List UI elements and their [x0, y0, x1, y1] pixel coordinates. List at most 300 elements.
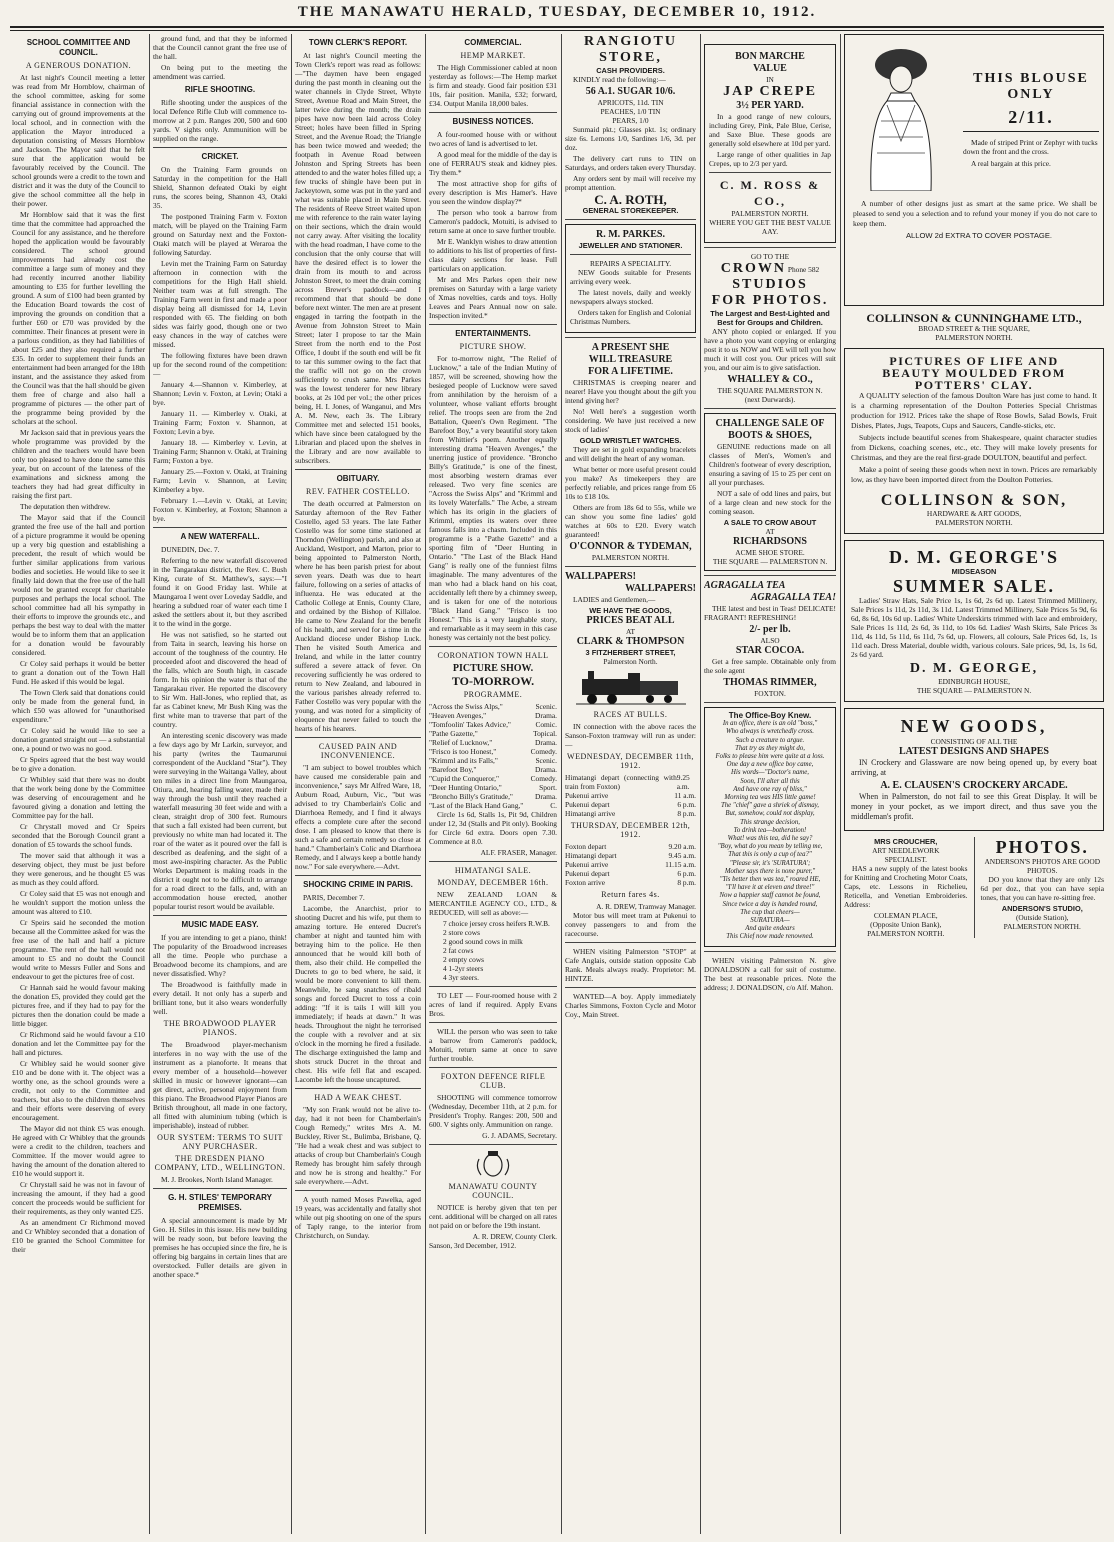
article-paragraph: Cr Speirs said he seconded the motion because all the Committee asked for was the free use of the hall and half a picture programme. The rent of the hall would not amount to £5 and no doubt the Council would write to Messrs Fuller and Sons and endeavour to get the pictures free of cost.: [12, 918, 145, 981]
headline-business: BUSINESS NOTICES.: [452, 117, 534, 126]
ad-subtitle: The Largest and Best-Lighted and Best for Groups and Children.: [710, 309, 830, 327]
ad-text: AT: [625, 627, 636, 636]
timetable-stop: Pukenui arrive: [565, 860, 609, 869]
poem-line: Now a happier staff cannot be found,: [719, 892, 821, 900]
article-paragraph: The most attractive shop for gifts of every description is Mrs Hamer's. Have you seen the window display?*: [429, 179, 557, 206]
ad-agragalla-tea: [704, 580, 836, 698]
poem-line: His words—"Doctor's name,: [731, 769, 809, 777]
ad-place: PALMERSTON NORTH.: [591, 553, 670, 562]
ad-name: O'CONNOR & TYDEMAN,: [569, 541, 692, 552]
races-thursday: THURSDAY, DECEMBER 12th, 1912.: [570, 821, 691, 839]
ad-name: C. M. ROSS & CO.,: [719, 178, 821, 208]
sale-item: 2 fat cows: [443, 946, 474, 955]
poem-line: "I'll have it at eleven and three!": [725, 884, 815, 892]
ad-price: 3½ PER YARD.: [736, 100, 804, 111]
article-body: [153, 165, 287, 523]
poem-line: This Chief now made renowned.: [726, 933, 814, 941]
timetable-thursday: [565, 842, 696, 887]
ad-dm-george: [844, 540, 1104, 702]
ad-name: THOMAS RIMMER,: [723, 677, 817, 688]
article-text: WILL the person who was seen to take a barrow from Cameron's paddock, Motuiti, return same at once to save further trouble.: [429, 1027, 557, 1063]
divider: [153, 527, 287, 528]
article-paragraph: Cr Hannah said he would favour making the donation £5, provided they could get the pictures free, and if they had to pay for the pictures then the donation could be made a little bigger.: [12, 983, 145, 1028]
article-paragraph: The Town Clerk said that donations could only be made from the general fund, in which £50 was allowed for "unauthorised expenditure.": [12, 688, 145, 724]
ad-title: AGRAGALLA TEA: [704, 580, 786, 591]
sale-items: [429, 919, 557, 982]
divider: [295, 469, 421, 470]
ad-name: ANDERSON'S STUDIO,: [1001, 904, 1083, 913]
manager-name: ALF. FRASER, Manager.: [480, 848, 557, 857]
ad-name: COLLINSON & CUNNINGHAME LTD.,: [866, 311, 1082, 325]
article-paragraph: The Mayor did not think £5 was enough. He agreed with Cr Whibley that the grounds were a credit to the children, teachers and Committee. If the mover would agree to having the amount of the donation altered to £10 he would support it.: [12, 1124, 145, 1178]
article-paragraph: Mr and Mrs Parkes open their new premises on Saturday with a large variety of Xmas novelties, cards and toys. Holly Leaves and Pears Annual now on sale. Inspection invited.*: [429, 275, 557, 320]
programme-row: [429, 756, 557, 765]
timetable-stop: Pukenui arrive: [565, 791, 609, 800]
divider: [429, 1067, 557, 1068]
headline-cricket: CRICKET.: [201, 152, 239, 161]
divider: [429, 861, 557, 862]
timetable-row: [565, 851, 696, 860]
ad-doulton: [844, 348, 1104, 534]
ad-item: APRICOTS, 11d. TIN: [597, 98, 664, 107]
article-paragraph: The Broadwood is faithfully made in every detail. It not only has a superb and brilliant tone, but it also wears wonderfully well.: [153, 980, 287, 1016]
timetable-time: 9.45 a.m.: [668, 851, 696, 860]
ad-text: Made of striped Print or Zephyr with tucks down the front and the cross.: [963, 138, 1098, 156]
divider: [153, 915, 287, 916]
article-paragraph: Mr E. Wanklyn wishes to draw attention to additions to his list of properties of first-class dairy sections for lease. Full particulars on application.: [429, 237, 557, 273]
ad-text: WHEN visiting Palmerston "STOP" at Cafe Anglais, outside station opposite Cab Rank. Meals always ready. Proprietor: M. HINTZE.: [565, 947, 696, 983]
programme-genre: Scenic.: [535, 702, 557, 711]
poem-line: The "chief" gave a shriek of dismay,: [720, 802, 819, 810]
divider: [704, 408, 836, 409]
ad-text: Orders taken for English and Colonial Christmas Numbers.: [570, 308, 691, 326]
article-paragraph: Levin met the Training Farm on Saturday afternoon in connection with the competitions for the High Hall shield. Neither team was at full strength. The Training Farm went in first and made a poor display being all dismissed for 14, Levin responded with 65. The fielding on both sides was fairly good, though one or two easy chances in the way of catches were missed.: [153, 259, 287, 349]
ad-title: GO TO THE: [750, 252, 790, 261]
headline-stiles: G. H. STILES' TEMPORARY PREMISES.: [168, 1193, 272, 1212]
ad-richardsons: [704, 413, 836, 571]
subhead-costello: REV. FATHER COSTELLO.: [306, 487, 410, 496]
divider: [295, 1190, 421, 1191]
divider: [565, 566, 696, 567]
headline-music: MUSIC MADE EASY.: [181, 920, 259, 929]
article-body: [295, 51, 421, 465]
headline-waterfall: A NEW WATERFALL.: [180, 532, 260, 541]
poem-line: Since twice a day is handed round,: [722, 900, 818, 908]
article-paragraph: The following fixtures have been drawn up for the second round of the competition:—: [153, 351, 287, 378]
divider: [153, 1188, 287, 1189]
ad-title: AGRAGALLA TEA!: [750, 592, 836, 603]
divider: [565, 337, 696, 338]
county-clerk: A. R. DREW, County Clerk.: [472, 1232, 557, 1241]
subhead-system: OUR SYSTEM: TERMS TO SUIT ANY PURCHASER.: [157, 1133, 283, 1151]
programme-title: "Broncho Billy's Gratitude,": [429, 792, 513, 801]
timetable-row: [565, 842, 696, 851]
ad-title: SUMMER SALE.: [892, 576, 1055, 596]
timetable-row: [565, 800, 696, 809]
poem-line: Folks to please him were quite at a loss.: [715, 753, 825, 761]
article-body: [153, 933, 287, 1016]
ad-text: When in Palmerston, do not fail to see this Great Display. It will be money in your pocket, as we import direct, and thus save you the middleman's profit.: [851, 792, 1097, 821]
ad-text: IN Crockery and Glassware are now being opened up, by every boat arriving, at: [851, 758, 1097, 777]
poem-line: That try as they might do,: [735, 744, 805, 752]
divider: [429, 112, 557, 113]
article-paragraph: Referring to the new waterfall discovered in the Tangarakau district, the Rev. C. Bush King, curate of St. Matthew's, says:—"I found it on Good Friday last. While at Maungaroa I went over Loveday Saddle, and hearing a subdued roar of water each time I asked the settlers about it, but they ascribed it to the wind in the gorge.: [153, 556, 287, 628]
bottom-ads: [844, 837, 1104, 938]
ad-subtitle: REPAIRS A SPECIALITY.: [589, 259, 672, 268]
programme-title: "Deer Hunting Ontario,": [429, 783, 502, 792]
ad-place: PALMERSTON NORTH.: [935, 333, 1013, 342]
article-text: Circle 1s 6d, Stalls 1s, Pit 9d, Children under 12, 3d (Stalls and Pit only). Booking for Circle 6d extra. Doors open 7.30. Commence at 8.0.: [429, 810, 557, 846]
article-paragraph: Cr Coley said he would like to see a donation granted straight out — a substantial one, a pound or two was no good.: [12, 726, 145, 753]
ad-text: Any orders sent by mail will receive my prompt attention.: [565, 174, 696, 192]
headline-chest: HAD A WEAK CHEST.: [314, 1093, 402, 1102]
ad-subtitle: LATEST DESIGNS AND SHAPES: [899, 746, 1049, 757]
column-2: [153, 34, 287, 1534]
ad-title: JAP CREPE: [723, 84, 817, 99]
programme-genre: Topical.: [533, 729, 557, 738]
ad-bon-marche: [704, 44, 836, 243]
programme-row: [429, 774, 557, 783]
blouse-heading: [963, 71, 1099, 168]
masthead-rule-thin: [10, 30, 1104, 31]
article-text: M. J. Brookes, North Island Manager.: [161, 1175, 273, 1184]
ad-subtitle: ART NEEDLEWORK: [872, 846, 940, 855]
article-paragraph: January 25.—Foxton v. Otaki, at Training Farm; Levin v. Shannon, at Levin; Kimberley a bye.: [153, 467, 287, 494]
programme-genre: Drama.: [535, 765, 557, 774]
ad-text: The delivery cart runs to TIN on Saturdays, and orders taken every Thursday.: [565, 154, 696, 172]
article-paragraph: If you are intending to get a piano, think! The popularity of the Broadwood increases all the time. People who purchase a Broadwood become its champions, and are never dissatisfied. Why?: [153, 933, 287, 978]
ad-text: A QUALITY selection of the famous Doulton Ware has just come to hand. It is a charming representation of the Doulton Potteries Special Christmas production for 1912. Prices take the shape of Rose Bowls, Salad Bowls, Fruit Dishes, Plates, Jugs, Teapots, Cups and Saucers, Candle-sticks, etc.: [851, 391, 1097, 430]
ad-rangiotu: [565, 34, 696, 215]
article-paragraph: February 1.—Levin v. Otaki, at Levin; Foxton v. Kimberley, at Foxton; Shannon a bye.: [153, 496, 287, 523]
sale-item: 4 3yr steers.: [443, 973, 479, 982]
ad-anderson: [974, 837, 1105, 938]
article-text: On being put to the meeting the amendment was carried.: [153, 63, 287, 81]
poem-line: "Please sir, it's 'SURATURA';: [729, 859, 811, 867]
subhead-dresden: THE DRESDEN PIANO COMPANY, LTD., WELLINGTON.: [154, 1154, 286, 1172]
ad-title: VALUE: [753, 63, 787, 74]
programme-genre: Drama.: [535, 792, 557, 801]
timetable-stop: Himatangi depart (connecting with train from Foxton): [565, 773, 677, 791]
article-paragraph: January 11. — Kimberley v. Otaki, at Training Farm; Foxton v. Shannon, at Foxton; Levin a bye.: [153, 409, 287, 436]
poem-line: And quite endears: [745, 925, 795, 933]
column-rule: [700, 34, 701, 1534]
ad-place: FOXTON.: [754, 689, 786, 698]
timetable-row: [565, 791, 696, 800]
programme-row: [429, 783, 557, 792]
programme-title: "Across the Swiss Alps,": [429, 702, 503, 711]
ad-title: FOR A LIFETIME.: [588, 366, 673, 377]
ad-subtitle: HARDWARE & ART GOODS,: [926, 509, 1022, 518]
ad-text: Ladies' Straw Hats, Sale Price 1s, 1s 6d, 2s 6d up. Latest Trimmed Millinery, Sale Prices 1s 11d, 2s 11d, 3s 11d. Latest Trimmed Millinery, Sale Prices 5s 9d, 6s 6d, 8s 6d, 10s 6d up. Ladies' White Underskirts trimmed with lace and embroidery, Sale Prices 1s 11d, 2s 6d, 3s 11d, to 10s 6d. Ladies' Wash Skirts, Sale Prices 3s 11d, 4s 11d, 5s 11d, 6s 11d, 7s 6d, up. Flowers, all colours, Sale Prices 6d, 1s, 1s 11d each. Dress Material, double width, various colours. Sale prices, 9d, 1s, 1s 6d, 2s 6d yard.: [851, 596, 1097, 659]
ad-name: RICHARDSONS: [733, 536, 807, 547]
ad-text: ANY photo copied or enlarged. If you have a photo you want copying or enlarging post it to us NOW and WE will tell you how much it will cost you. Our prices will suit you, and our aim is to give satisfaction.: [704, 327, 836, 372]
ad-wallpapers: [565, 571, 696, 666]
ad-price: 56 A.1. SUGAR 10/6.: [585, 86, 676, 97]
ad-place: THE SQUARE — PALMERSTON N.: [712, 557, 828, 566]
article-paragraph: An interesting scenic discovery was made a few days ago by Mr Larkin, surveyor, and his party (writes the Taumarunui correspondent of the Auckland "Star"). They were surveying in the Waitanga Valley, about ten miles in a direct line from Maungaroa, Otiura, and, hearing falling water, made their way through the bush until they reached a waterfall measuring 30 feet wide and with a clean, straight drop of 300 feet. Rumours that such a fall existed had been current, but previously no white man had located it. The roar of the water as it poured over the fall is described as deafening, and the sight of a most awe-inspiring character. As the Public Works Department is making roads in the district it ought not to be difficult to arrange for a road direct to the falls, and, with an accommodation house erected, another popular tourist resort would be available.: [153, 731, 287, 911]
timetable-row: [565, 869, 696, 878]
divider: [295, 1088, 421, 1089]
article-body: [429, 130, 557, 320]
ad-text: CHRISTMAS is creeping nearer and nearer! Have you thought about the gift you intend giving her?: [565, 378, 696, 405]
ad-title: WALLPAPERS!: [625, 583, 696, 594]
ad-text: HAS a new supply of the latest books for Knitting and Crocheting Motor Coats, Caps, etc. Lessons in Richelieu, Reticella, and Venetian Embroideries. Address:: [844, 864, 968, 909]
ad-address: EDINBURGH HOUSE,: [938, 677, 1010, 686]
dateline: Sanson, 3rd December, 1912.: [429, 1241, 517, 1250]
article-body: [295, 893, 421, 1084]
subhead-picture-show: PICTURE SHOW.: [459, 342, 527, 351]
coronation-tomorrow: TO-MORROW.: [451, 674, 535, 688]
poem-line: Who always is wretchedly cross.: [725, 728, 815, 736]
ad-name: CLARK & THOMPSON: [576, 636, 685, 647]
races-fares: Return fares 4s.: [601, 890, 660, 899]
column-rule: [291, 34, 292, 1534]
ad-address: (Outside Station),: [1015, 913, 1069, 922]
article-paragraph: Mr Hornblow said that it was the first time that the committee had approached the Council for any assistance, and he therefore hoped the application would be favourably considered. The school ground improvements had already cost the committee a large sum of money and they had recently incurred another liability amounting to £35 for further levelling the ground. A sum of £100 had been granted by the Education Board towards the cost of improving the grounds on condition that a further £60 or £70 was provided by the committee. Their finances at present were in a parlous condition, as they had liabilities of about £25 and they also required a further £35. In order to supplement their funds an entertainment had been arranged for the 18th instant, and the assistance they asked from the Council was that the hall should be given them free of charge and also hall a programme of pictures — the other part of the programme being provided by the scholars at the school.: [12, 210, 145, 426]
headline-defence: FOXTON DEFENCE RIFLE CLUB.: [440, 1072, 546, 1090]
article-text: The High Commissioner cabled at noon yesterday as follows:—The Hemp market is firm and steady. Good fair position £31 10s, fair position. Manila, £32; forward, £34. Output Manila 18,000 bales.: [429, 63, 557, 108]
poem-lines: [709, 720, 831, 941]
divider: [429, 324, 557, 325]
ad-phone: Phone 582: [787, 265, 820, 274]
ad-text: Motor bus will meet tram at Pukenui to convey passengers to and from the racecourse.: [565, 911, 696, 938]
secretary-name: G. J. ADAMS, Secretary.: [482, 1131, 557, 1140]
article-text: TO LET — Four-roomed house with 2 acres of land if required. Apply Evans Bros.: [429, 991, 557, 1018]
divider: [570, 254, 691, 255]
article-paragraph: Cr Chrystall moved and Cr Speirs seconded that the Borough Council grant a donation of £5 towards the school funds.: [12, 822, 145, 849]
sale-item: 7 choice jersey cross heifers R.W.B.: [443, 919, 550, 928]
divider: [704, 247, 836, 248]
ad-subtitle: SPECIALIST.: [884, 855, 927, 864]
ad-blouse: [844, 34, 1104, 306]
ad-address: (Opposite Union Bank),: [870, 920, 942, 929]
divider: [709, 172, 831, 173]
programme-title: "Barefoot Boy,": [429, 765, 477, 774]
programme-genre: Comic.: [535, 720, 557, 729]
article-text: SHOOTING will commence tomorrow (Wednesday, December 11th, at 2 p.m. for President's Trophy. Ranges: 200, 500 and 600. V sights only. Ammunition on range.: [429, 1093, 557, 1129]
timetable-stop: Himatangi arrive: [565, 809, 616, 818]
ad-place: PALMERSTON NORTH.: [867, 929, 945, 938]
timetable-row: [565, 860, 696, 869]
article-text: A special announcement is made by Mr Geo. H. Stiles in this issue. His new building will be ready soon, but before leaving the premises he has occupied since the fire, he is offering big bargains in certain lines that are overstocked. Fuller details are given in another space.*: [153, 1216, 287, 1279]
ad-title: FOR PHOTOS.: [711, 293, 829, 308]
ad-place: PALMERSTON NORTH.: [1003, 922, 1081, 931]
ad-text: ALLOW 2d EXTRA TO COVER POSTAGE.: [905, 231, 1052, 240]
programme-genre: Scenic.: [535, 756, 557, 765]
ad-title: RANGIOTU: [583, 34, 677, 49]
ad-title: THIS BLOUSE: [973, 71, 1089, 86]
programme-row: [429, 792, 557, 801]
ad-title: A PRESENT SHE: [591, 342, 670, 353]
article-text: ground fund, and that they be informed that the Council cannot grant the free use of the hall.: [153, 34, 287, 61]
ad-croucher: [844, 837, 968, 938]
column-6: [704, 34, 836, 1534]
ad-title: MRS CROUCHER,: [874, 837, 938, 846]
ad-text: What better or more useful present could you make? As timekeepers they are perfectly reliable, and prices range from £6 10s to £18 10s.: [565, 465, 696, 501]
sale-item: 2 store cows: [443, 928, 480, 937]
ad-text: WANTED—A boy. Apply immediately Charles Simmons, Foxton Cycle and Motor Coy., Main Street.: [565, 992, 696, 1019]
ad-place: THE SQUARE — PALMERSTON N.: [916, 686, 1032, 695]
article-paragraph: January 4.—Shannon v. Kimberley, at Shannon; Levin v. Foxton, at Levin; Otaki a bye.: [153, 380, 287, 407]
ad-title: PICTURES OF LIFE AND: [889, 354, 1059, 368]
ad-title: ONLY: [1007, 87, 1055, 102]
article-paragraph: A good meal for the middle of the day is one of FERRAU'S steak and kidney pies. Try them.*: [429, 150, 557, 177]
programme-title: "Pathe Gazette,": [429, 729, 478, 738]
headline-pain: CAUSED PAIN AND INCONVENIENCE.: [318, 742, 398, 760]
article-paragraph: At last night's Council meeting a letter was read from Mr Hornblow, chairman of the school committee, asking for some financial assistance in connection with the carrying out of ground improvements at the local school, and in connection with the application the Mayor introduced a deputation consisting of Messrs Hornblow and Jackson. The Mayor said that he felt sure that the application would be favourably received by the Council. The school grounds were a credit to the town and district and it was the duty of the Council to give the school committee all the help in their power.: [12, 73, 145, 208]
ad-text: IN connection with the above races the Sanson-Foxton tramway will run as under:—: [565, 722, 696, 749]
ad-collinson-cunninghame: [844, 312, 1104, 342]
ad-title: STAR COCOA.: [735, 645, 805, 656]
coat-of-arms-icon: [473, 1149, 513, 1179]
ad-name: D. M. GEORGE,: [909, 661, 1039, 676]
programme-title: "Krimml and its Falls,": [429, 756, 498, 765]
divider: [429, 1144, 557, 1145]
ad-title: IN: [766, 75, 774, 84]
article-paragraph: The person who took a barrow from Cameron's paddock, Motuiti, is advised to return same at once to save further trouble.: [429, 208, 557, 235]
headline-town-clerk: TOWN CLERK'S REPORT.: [308, 38, 408, 47]
ad-subtitle: ACME SHOE STORE.: [735, 548, 805, 557]
article-text: "I am subject to bowel troubles which have caused me considerable pain and inconvenience," says Mr Alfred Ware, 18, Auburn Road, Auburn, Vic., "but was advised to try Chamberlain's Colic and Diarrhoea Remedy, and I find it always effects a complete cure after the second dose. I am pleased to know that there is such a safe and certain remedy so close at hand." Chamberlain's Colic and Diarrhoea Remedy, and I always keep a bottle handy now." For sale everywhere.—Advt.: [295, 763, 421, 871]
poem-line: Mother says there is none purer,": [724, 867, 816, 875]
article-paragraph: Cr Speirs agreed that the best way would be to give a donation.: [12, 755, 145, 773]
article-paragraph: On the Training Farm grounds on Saturday in the competition for the Hall Shield, Shannon defeated Otaki by eight runs, the scores being, Shannon 43, Otaki 35.: [153, 165, 287, 210]
ad-title: POTTERS' CLAY.: [914, 378, 1034, 392]
poem-line: This strange decision,: [740, 818, 800, 826]
programme-row: [429, 801, 557, 810]
article-paragraph: PARIS, December 7.: [303, 893, 365, 902]
ad-name: C. A. ROTH,: [594, 192, 667, 207]
ad-title: BON MARCHE: [735, 51, 805, 62]
masthead: THE MANAWATU HERALD, TUESDAY, DECEMBER 10, 1912.: [297, 4, 817, 20]
ad-text: Large range of other qualities in Jap Crepes, up to 2/3 per yard.: [709, 150, 831, 168]
timetable-time: 6 p.m.: [677, 869, 696, 878]
poem-line: "Boy, what do you mean by telling me,: [717, 843, 823, 851]
article-paragraph: Cr Whibley said he would sooner give £10 and be done with it. The object was a worthy one, as the school grounds were a credit, not only to the Committee and teachers, but also to the children themselves and their efforts were deserving of every encouragement.: [12, 1059, 145, 1122]
article-text: For to-morrow night, "The Relief of Lucknow," a tale of the Indian Mutiny of 1857, will be screened, showing how the besieged people of Lucknow were saved from annihilation by the heroism of a volunteer, whose valiant efforts brought relief. The troops seen are from the 2nd Battalion, Queen's Own Regiment. "The Barefoot Boy," a very beautiful story taken from Whittier's poem. Another equally interesting drama "Heaven Avenges," the unerring justice of providence. "Broncho Billy's Gratitude," is one of the finest, most absorbing western dramas ever released. Two very fine scenics are "Across the Swiss Alps" and "Krimml and its lovely Waterfalls." The Acbe, a stream which has its origin in the glaciers of Krimml, empties its waters over three famous falls into a chasm. Included in this programme is a "Pathe Gazette" and a sporting film of "Deer Hunting in Ontario." "The Last of the Black Hand Gang" is really one of the funniest films imaginable. The many adventures of the man who had a black hand on his coat, accidentally left there by a chimney sweep, and is taken for one of the notorious "Black Hand Gang." "Frisco is too Honest." This is a very laughable story, and remarkable as it may seem in this case honesty was certainly not the best policy.: [429, 354, 557, 642]
ad-title: CROWN: [720, 261, 786, 276]
headline-races: RACES AT BULLS.: [593, 710, 668, 719]
ad-title: CHALLENGE SALE OF: [715, 418, 825, 429]
timetable-time: 11 a.m.: [674, 791, 696, 800]
programme-genre: Sport.: [539, 783, 557, 792]
coronation-title: CORONATION TOWN HALL: [437, 651, 549, 660]
programme-genre: Drama.: [535, 738, 557, 747]
ad-subtitle: A SALE TO CROW ABOUT: [723, 518, 817, 527]
timetable-stop: Pukenui depart: [565, 800, 610, 809]
headline-entertainments: ENTERTAINMENTS.: [455, 329, 531, 338]
poem-line: The cup that cheers—: [740, 908, 800, 916]
ad-subtitle: CASH PROVIDERS.: [596, 66, 665, 75]
ad-text: THE latest and best in Teas! DELICATE! FRAGRANT! REFRESHING!: [704, 604, 836, 622]
ad-title: STUDIOS: [732, 277, 808, 292]
article-paragraph: A four-roomed house with or without two acres of land is advertised to let.: [429, 130, 557, 148]
divider: [565, 219, 696, 220]
ad-subtitle: ANDERSON'S PHOTOS ARE GOOD PHOTOS.: [984, 857, 1101, 875]
article-paragraph: DUNEDIN, Dec. 7.: [161, 545, 220, 554]
programme-row: [429, 729, 557, 738]
programme-title: "Last of the Black Hand Gang,": [429, 801, 524, 810]
article-paragraph: Lacombe, the Anarchist, prior to shooting Ducret and his wife, put them to amazing torture. He entered Ducret's chamber at night and taunted him with betraying him to the police. He then announced that he would kill both of them, also their child. He compelled the Ducrets to go to bed where, he said, it would be more convenient to kill them. Meanwhile, he sang snatches of ribald songs and forced Ducret to toss a coin adding: "If it is tails I will kill you immediately; if heads at dawn." It was heads. Throughout the night he terrorised the couple with a revolver and at six o'clock in the morning he fired a fusilade. The discharge extinguished the lamp and shots struck Ducret in the throat and chest. His wife fell flat and escaped. Lacombe left the house uncaptured.: [295, 904, 421, 1084]
programme-row: [429, 747, 557, 756]
article-text: A youth named Moses Pawelka, aged 19 years, was accidentally and fatally shot while out pig shooting on one of the spurs of Taply range, to the interior from Christchurch, on Sunday.: [295, 1195, 421, 1240]
ad-title: R. M. PARKES.: [596, 229, 665, 240]
ad-office-boy: [704, 707, 836, 947]
programme-genre: C.: [550, 801, 557, 810]
programme-row: [429, 765, 557, 774]
poem-line: In an office, there is an old "boss,": [722, 720, 818, 728]
article-paragraph: January 18. — Kimberley v. Levin, at Training Farm; Shannon v. Otaki, at Training Farm; Foxton a bye.: [153, 438, 287, 465]
ad-subtitle: CONSISTING OF ALL THE: [930, 737, 1018, 746]
column-rule: [561, 34, 562, 1534]
article-paragraph: As an amendment Cr Richmond moved and Cr Whibley seconded that a donation of £10 be granted the School Committee for their: [12, 1218, 145, 1254]
ad-price: 2/11.: [1008, 107, 1054, 127]
ad-text: Sunmaid pkt.; Glasses pkt. 1s; ordinary size 6s. Lemons 1/0, Sardines 1/6, 3d. per doz.: [565, 125, 696, 152]
ad-place: (next Durwards).: [744, 395, 796, 404]
programme-list: [429, 702, 557, 810]
timetable-stop: Himatangi depart: [565, 851, 617, 860]
ad-text: DO you know that they are only 12s 6d per doz., that you can have sepia tones, that you can have re-sitting free.: [980, 875, 1104, 902]
programme-title: "Frisco is too Honest,": [429, 747, 497, 756]
divider: [704, 951, 836, 952]
poem-line: And have one ray of bliss,": [733, 785, 807, 793]
ad-text: No! Well here's a suggestion worth considering. We have just received a new stock of ladies': [565, 407, 696, 434]
article-paragraph: He was not satisfied, so he started out from Taita in search, leaving his horse on account of the toughness of the country. He proceeded afoot and discovered the head of the falls, which are South high, in cascade form. In his opinion the water is that of the Tangarakau river. He reported the discovery to Sir Wm. Hall-Jones, who replied that, as far as Cabinet knew, Mr Bush King was the first white man to traverse that part of the country.: [153, 630, 287, 729]
column-1: [12, 34, 145, 1534]
ad-title: STORE,: [599, 50, 662, 65]
poem-line: What! was this tea, did he say?: [727, 835, 813, 843]
races-wednesday: WEDNESDAY, DECEMBER 11th, 1912.: [567, 752, 694, 770]
sale-item: 2 empty cows: [443, 955, 485, 964]
ad-place: PALMERSTON NORTH.: [731, 209, 809, 218]
ad-subtitle: MIDSEASON: [951, 567, 997, 576]
timetable-time: 11.15 a.m.: [665, 860, 696, 869]
ad-subtitle: WHERE YOU GET THE BEST VALUE AAY.: [709, 218, 831, 236]
sale-date: MONDAY, DECEMBER 16th.: [437, 878, 549, 887]
headline-sale: HIMATANGI SALE.: [454, 866, 532, 875]
article-paragraph: At last night's Council meeting the Town Clerk's report was read as follows:—"The daymen have been engaged during the past month in cleaning out the water channels in Clyde Street, Whyte Street, Avenue Road and Main Street, the latter twice during the month; the drain pipes have now been laid across Coley Street; holes have been filled in Spring Street, and the Avenue Road; the Triangle has been twice mowed and weeded; the footpath in Avenue Road between Johnston and Spring Streets has been attended to and the water holes filled up; a few trucks of shingle have been put in Jackeytown, some was put in the yard and what was suitable placed in Main Street. The residents of Reeve Street waited upon me with reference to the rain water laying on their sections, which the drain would not carry away. After visiting the locality with the head roadman, I have come to the conclusion that the only course that will have the desired effect is to lower the drain from its mouth to and across Johnston Street, to meet the drain coming across Brewer's paddock—and I recommend that that should be done before next winter. The men are at present engaged in tarring the footpath in the Avenue from Johnston Street to Main Street; later I propose to tar the Main Street from the north end to the Post Office, I doubt if the south end will be fit to tar this summer owing to the fact that the traffic will not go on the crown sufficiently to crush same. Mrs Parkes was the lowest tenderer for new library books, at 2s 10d per vol.; the other prices being, H. I. Jones, of Wanganui, and Mrs A. M. New, each 3s. The Library Committee met and selected 151 books, which have since been catalogued by the Librarian and placed upon the shelves in the Library and are now available to subscribers.: [295, 51, 421, 465]
ad-name: COLLINSON & SON,: [880, 492, 1068, 509]
lady-portrait-icon: [851, 41, 951, 191]
column-rule: [840, 34, 841, 1534]
ad-text: GENUINE reductions made on all classes of Men's, Women's and Children's footwear of every description, ensuring a saving of 15 to 25 per cent on all your purchases.: [709, 442, 831, 487]
ad-address: BROAD STREET & THE SQUARE,: [918, 324, 1030, 333]
ad-address: COLEMAN PLACE,: [873, 911, 938, 920]
ad-title: PHOTOS.: [995, 837, 1089, 857]
subhead-player: THE BROADWOOD PLAYER PIANOS.: [163, 1019, 277, 1037]
article-paragraph: The postponed Training Farm v. Foxton match, will be played on the Training Farm ground on Saturday next and the Foxton-Otaki match will be played at Weraroa the following Saturday.: [153, 212, 287, 257]
poem-line: SURATURA—: [750, 917, 790, 925]
ad-title: PRICES BEAT ALL: [586, 615, 675, 626]
article-paragraph: Cr Coley said perhaps it would be better to grant a donation out of the Town Hall Fund. He asked if this would be legal.: [12, 659, 145, 686]
column-3: [295, 34, 421, 1534]
programme-genre: Comedy.: [530, 747, 557, 756]
divider: [704, 575, 836, 576]
article-body: [153, 545, 287, 911]
ad-title: WALLPAPERS!: [565, 571, 636, 582]
divider: [295, 737, 421, 738]
subhead-generous-donation: A GENEROUS DONATION.: [25, 61, 132, 70]
poem-line: "Tis better then was tea," roared HE,: [719, 876, 821, 884]
coronation-programme: PROGRAMME.: [463, 690, 523, 699]
ad-subtitle: GOLD WRISTLET WATCHES.: [579, 436, 682, 445]
headline-rifle-shooting: RIFLE SHOOTING.: [184, 85, 256, 94]
ad-name: WHALLEY & CO.,: [727, 374, 813, 385]
programme-title: "Relief of Lucknow,": [429, 738, 493, 747]
poem-line: Soon, I'll alter all this: [740, 777, 800, 785]
article-paragraph: Mr Jackson said that in previous years the whole programme was provided by the children and the teachers would have been only too pleased to have done the same this year, but on account of the lateness of the examinations and sickness among the teachers they had had great difficulty in raising the first part.: [12, 428, 145, 500]
